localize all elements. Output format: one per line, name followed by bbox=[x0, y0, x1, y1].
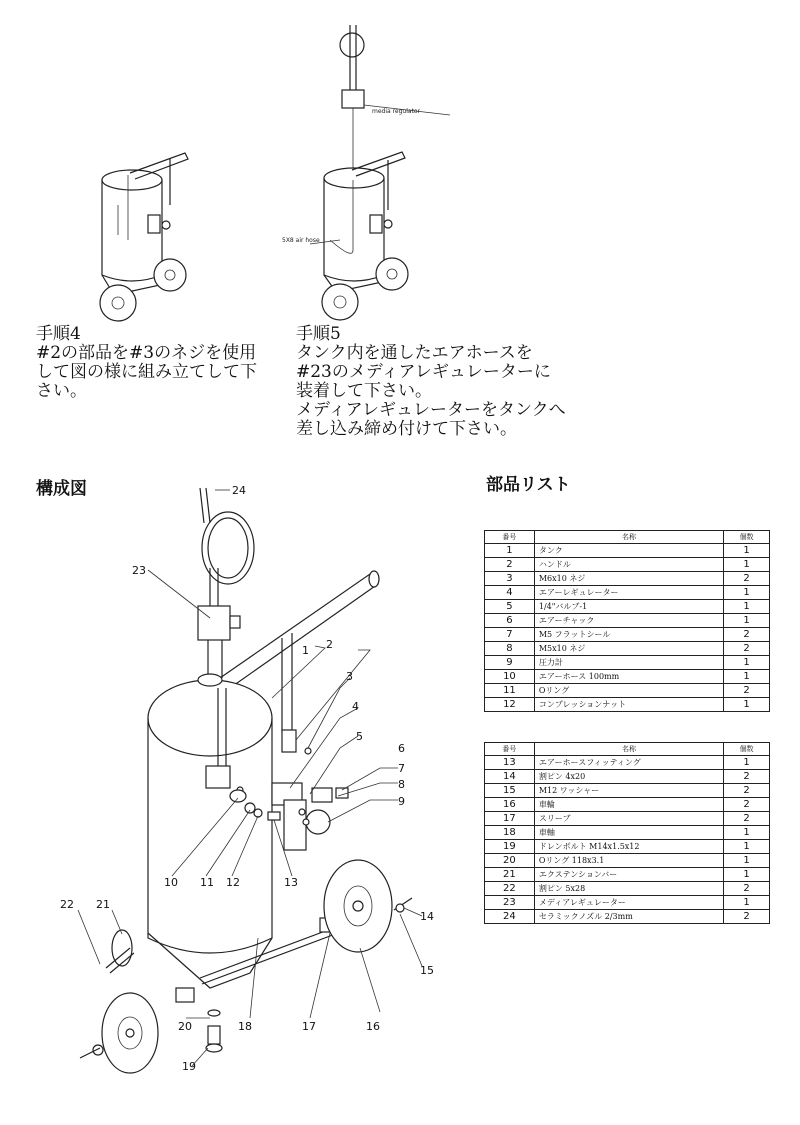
part-qty: 2 bbox=[724, 882, 770, 896]
part-no: 9 bbox=[485, 656, 535, 670]
step5-line: メディアレギュレーターをタンクへ bbox=[296, 400, 566, 420]
table-row bbox=[485, 684, 770, 698]
part-no: 7 bbox=[485, 628, 535, 642]
part-name: M6x10 ネジ bbox=[534, 572, 723, 586]
table-row bbox=[485, 614, 770, 628]
part-no: 8 bbox=[485, 642, 535, 656]
part-qty: 1 bbox=[724, 656, 770, 670]
callout-3: 3 bbox=[346, 670, 353, 683]
part-name: スリーブ bbox=[534, 812, 723, 826]
part-qty: 1 bbox=[724, 614, 770, 628]
part-qty: 2 bbox=[724, 572, 770, 586]
callout-20: 20 bbox=[178, 1020, 192, 1033]
step5-line: 差し込み締め付けて下さい。 bbox=[296, 419, 517, 439]
step4-illustration bbox=[90, 145, 200, 325]
part-name: 車輪 bbox=[534, 798, 723, 812]
part-no: 20 bbox=[485, 854, 535, 868]
part-qty: 2 bbox=[724, 628, 770, 642]
part-qty: 1 bbox=[724, 670, 770, 684]
step5-text bbox=[296, 325, 566, 439]
part-name: ハンドル bbox=[534, 558, 723, 572]
col-header-qty: 個数 bbox=[724, 743, 770, 756]
diagram-title: 構成図 bbox=[36, 479, 87, 499]
part-qty: 1 bbox=[724, 544, 770, 558]
part-name: コンプレッションナット bbox=[534, 698, 723, 712]
part-qty: 1 bbox=[724, 558, 770, 572]
callout-7: 7 bbox=[398, 762, 405, 775]
part-qty: 1 bbox=[724, 600, 770, 614]
part-qty: 1 bbox=[724, 868, 770, 882]
col-header-no: 番号 bbox=[485, 531, 535, 544]
part-name: M12 ワッシャー bbox=[534, 784, 723, 798]
part-no: 18 bbox=[485, 826, 535, 840]
part-name: エアーホース 100mm bbox=[534, 670, 723, 684]
part-name: 圧力計 bbox=[534, 656, 723, 670]
col-header-name: 名称 bbox=[534, 531, 723, 544]
table-row bbox=[485, 826, 770, 840]
part-name: M5 フラットシール bbox=[534, 628, 723, 642]
table-row bbox=[485, 854, 770, 868]
callout-14: 14 bbox=[420, 910, 434, 923]
table-row bbox=[485, 642, 770, 656]
part-qty: 1 bbox=[724, 826, 770, 840]
table-row bbox=[485, 784, 770, 798]
callout-13: 13 bbox=[284, 876, 298, 889]
step5-title: 手順5 bbox=[296, 324, 341, 344]
callout-11: 11 bbox=[200, 876, 214, 889]
table-row bbox=[485, 544, 770, 558]
part-name: 車軸 bbox=[534, 826, 723, 840]
table-row bbox=[485, 798, 770, 812]
callout-15: 15 bbox=[420, 964, 434, 977]
callout-19: 19 bbox=[182, 1060, 196, 1073]
part-no: 3 bbox=[485, 572, 535, 586]
part-name: 割ピン 4x20 bbox=[534, 770, 723, 784]
step5-line: #23のメディアレギュレーターに bbox=[296, 362, 551, 382]
table-row bbox=[485, 882, 770, 896]
callout-24: 24 bbox=[232, 484, 246, 497]
part-name: Oリング bbox=[534, 684, 723, 698]
part-qty: 1 bbox=[724, 896, 770, 910]
part-name: 割ピン 5x28 bbox=[534, 882, 723, 896]
callout-5: 5 bbox=[356, 730, 363, 743]
part-no: 14 bbox=[485, 770, 535, 784]
part-no: 21 bbox=[485, 868, 535, 882]
table-row bbox=[485, 770, 770, 784]
callout-8: 8 bbox=[398, 778, 405, 791]
part-no: 15 bbox=[485, 784, 535, 798]
parts-table-2 bbox=[484, 742, 770, 924]
part-no: 24 bbox=[485, 910, 535, 924]
part-name: ドレンボルト M14x1.5x12 bbox=[534, 840, 723, 854]
callout-4: 4 bbox=[352, 700, 359, 713]
table-row bbox=[485, 896, 770, 910]
part-no: 22 bbox=[485, 882, 535, 896]
step5-illustration bbox=[270, 20, 460, 325]
part-no: 5 bbox=[485, 600, 535, 614]
table-row bbox=[485, 572, 770, 586]
part-name: エアーチャック bbox=[534, 614, 723, 628]
part-name: メディアレギュレーター bbox=[534, 896, 723, 910]
callout-18: 18 bbox=[238, 1020, 252, 1033]
table-row bbox=[485, 656, 770, 670]
part-qty: 2 bbox=[724, 910, 770, 924]
part-qty: 2 bbox=[724, 642, 770, 656]
part-no: 2 bbox=[485, 558, 535, 572]
exploded-diagram bbox=[40, 478, 460, 1078]
part-no: 23 bbox=[485, 896, 535, 910]
part-no: 16 bbox=[485, 798, 535, 812]
step4-line: さい。 bbox=[36, 381, 87, 401]
table-row bbox=[485, 628, 770, 642]
part-no: 1 bbox=[485, 544, 535, 558]
table-row bbox=[485, 558, 770, 572]
step4-title: 手順4 bbox=[36, 324, 81, 344]
table-row bbox=[485, 756, 770, 770]
part-qty: 1 bbox=[724, 756, 770, 770]
part-name: 1/4"バルブ-1 bbox=[534, 600, 723, 614]
callout-23: 23 bbox=[132, 564, 146, 577]
part-qty: 2 bbox=[724, 684, 770, 698]
part-qty: 1 bbox=[724, 854, 770, 868]
part-qty: 2 bbox=[724, 812, 770, 826]
part-name: M5x10 ネジ bbox=[534, 642, 723, 656]
callout-22: 22 bbox=[60, 898, 74, 911]
part-name: セラミックノズル 2/3mm bbox=[534, 910, 723, 924]
table-row bbox=[485, 812, 770, 826]
part-qty: 2 bbox=[724, 798, 770, 812]
table-row bbox=[485, 670, 770, 684]
part-name: エアーレギュレーター bbox=[534, 586, 723, 600]
step5-line: 装着して下さい。 bbox=[296, 381, 432, 401]
table-row bbox=[485, 910, 770, 924]
part-name: エクステンションバー bbox=[534, 868, 723, 882]
part-name: タンク bbox=[534, 544, 723, 558]
part-qty: 2 bbox=[724, 770, 770, 784]
part-qty: 2 bbox=[724, 784, 770, 798]
step4-line: して図の様に組み立てして下 bbox=[36, 362, 257, 382]
parts-table-1 bbox=[484, 530, 770, 712]
callout-9: 9 bbox=[398, 795, 405, 808]
part-qty: 1 bbox=[724, 586, 770, 600]
table-row bbox=[485, 600, 770, 614]
step4-line: #2の部品を#3のネジを使用 bbox=[36, 343, 257, 363]
callout-17: 17 bbox=[302, 1020, 316, 1033]
callout-10: 10 bbox=[164, 876, 178, 889]
parts-list-title: 部品リスト bbox=[486, 475, 571, 495]
callout-2: 2 bbox=[326, 638, 333, 651]
table-row bbox=[485, 868, 770, 882]
part-no: 12 bbox=[485, 698, 535, 712]
part-no: 6 bbox=[485, 614, 535, 628]
callout-6: 6 bbox=[398, 742, 405, 755]
step4-text bbox=[36, 325, 257, 401]
col-header-qty: 個数 bbox=[724, 531, 770, 544]
part-qty: 1 bbox=[724, 840, 770, 854]
part-qty: 1 bbox=[724, 698, 770, 712]
table-row bbox=[485, 698, 770, 712]
col-header-name: 名称 bbox=[534, 743, 723, 756]
part-name: Oリング 118x3.1 bbox=[534, 854, 723, 868]
callout-1: 1 bbox=[302, 644, 309, 657]
step5-line: タンク内を通したエアホースを bbox=[296, 343, 533, 363]
callout-12: 12 bbox=[226, 876, 240, 889]
part-no: 4 bbox=[485, 586, 535, 600]
air-hose-label: 5X8 air hose bbox=[282, 237, 320, 244]
part-no: 13 bbox=[485, 756, 535, 770]
part-no: 11 bbox=[485, 684, 535, 698]
table-row bbox=[485, 586, 770, 600]
part-no: 19 bbox=[485, 840, 535, 854]
table-row bbox=[485, 840, 770, 854]
part-name: エアーホースフィッティング bbox=[534, 756, 723, 770]
callout-16: 16 bbox=[366, 1020, 380, 1033]
col-header-no: 番号 bbox=[485, 743, 535, 756]
part-no: 10 bbox=[485, 670, 535, 684]
callout-21: 21 bbox=[96, 898, 110, 911]
part-no: 17 bbox=[485, 812, 535, 826]
media-regulator-label: media regulator bbox=[372, 108, 421, 115]
